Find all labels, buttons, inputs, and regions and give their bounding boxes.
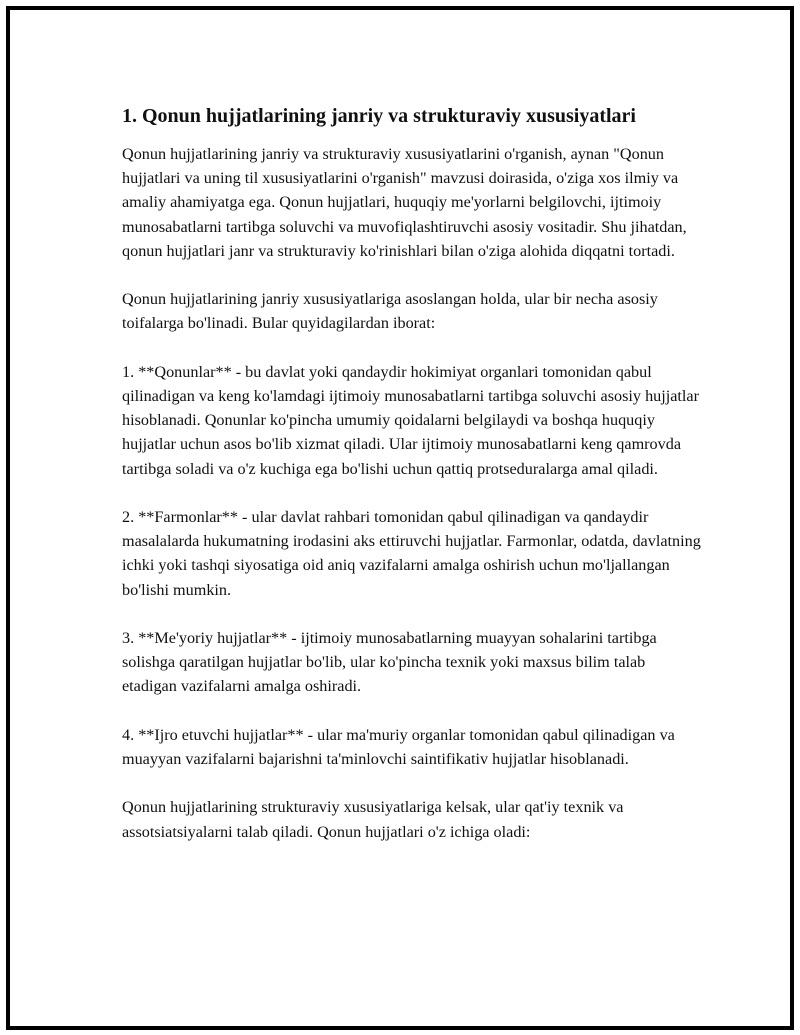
list-item-laws: 1. **Qonunlar** - bu davlat yoki qandaydir hokimiyat organlari tomonidan qabul qilinadigan va keng ko'lamdagi ijtimoiy munosabatlarni tartibga soluvchi asosiy hujjatlar hisoblanadi. Qonunlar ko'pincha umumiy qoidalarni belgilaydi va boshqa huquqiy hujjatlar uchun asos bo'lib xizmat qiladi. Ular ijtimoiy munosabatlarni keng qamrovda tartibga soladi va o'z kuchiga ega bo'lishi uchun qattiq protseduralarga amal qiladi. — [122, 362, 700, 478]
section-heading: 1. Qonun hujjatlarining janriy va strukturaviy xususiyatlari — [122, 105, 636, 127]
structure-paragraph: Qonun hujjatlarining strukturaviy xususiyatlariga kelsak, ular qat'iy texnik va assotsiatsiyalarni talab qiladi. Qonun hujjatlari o'z ichiga oladi: — [122, 798, 624, 841]
page-frame — [6, 6, 794, 1030]
intro-paragraph: Qonun hujjatlarining janriy va strukturaviy xususiyatlarini o'rganish, aynan "Qonun hujjatlari va uning til xususiyatlarini o'rganish" mavzusi doirasida, o'ziga xos ilmiy va amaliy ahamiyatga ega. Qonun hujjatlari, huquqiy me'yorlarni belgilovchi, ijtimoiy munosabatlarni tartibga soluvchi va muvofiqlashtiruvchi asosiy vositadir. Shu jihatdan, qonun hujjatlari janr va strukturaviy ko'rinishlari bilan o'ziga alohida diqqatni tortadi. — [122, 145, 687, 260]
document-body — [122, 102, 702, 868]
genre-intro-paragraph: Qonun hujjatlarining janriy xususiyatlariga asoslangan holda, ular bir necha asosiy toifalarga bo'linadi. Bular quyidagilardan iborat: — [122, 290, 658, 333]
list-item-decrees: 2. **Farmonlar** - ular davlat rahbari tomonidan qabul qilinadigan va qandaydir masalalarda hukumatning irodasini aks ettiruvchi hujjatlar. Farmonlar, odatda, davlatning ichki yoki tashqi siyosatiga oid aniq vazifalarni amalga oshirish uchun mo'ljallangan bo'lishi mumkin. — [122, 508, 701, 599]
list-item-normative-documents: 3. **Me'yoriy hujjatlar** - ijtimoiy munosabatlarning muayyan sohalarini tartibga solishga qaratilgan hujjatlar bo'lib, ular ko'pincha texnik yoki maxsus bilim talab etadigan vazifalarni amalga oshiradi. — [122, 629, 657, 696]
list-item-executive-documents: 4. **Ijro etuvchi hujjatlar** - ular ma'muriy organlar tomonidan qabul qilinadigan va muayyan vazifalarni bajarishni ta'minlovchi saintifikativ hujjatlar hisoblanadi. — [122, 725, 675, 768]
